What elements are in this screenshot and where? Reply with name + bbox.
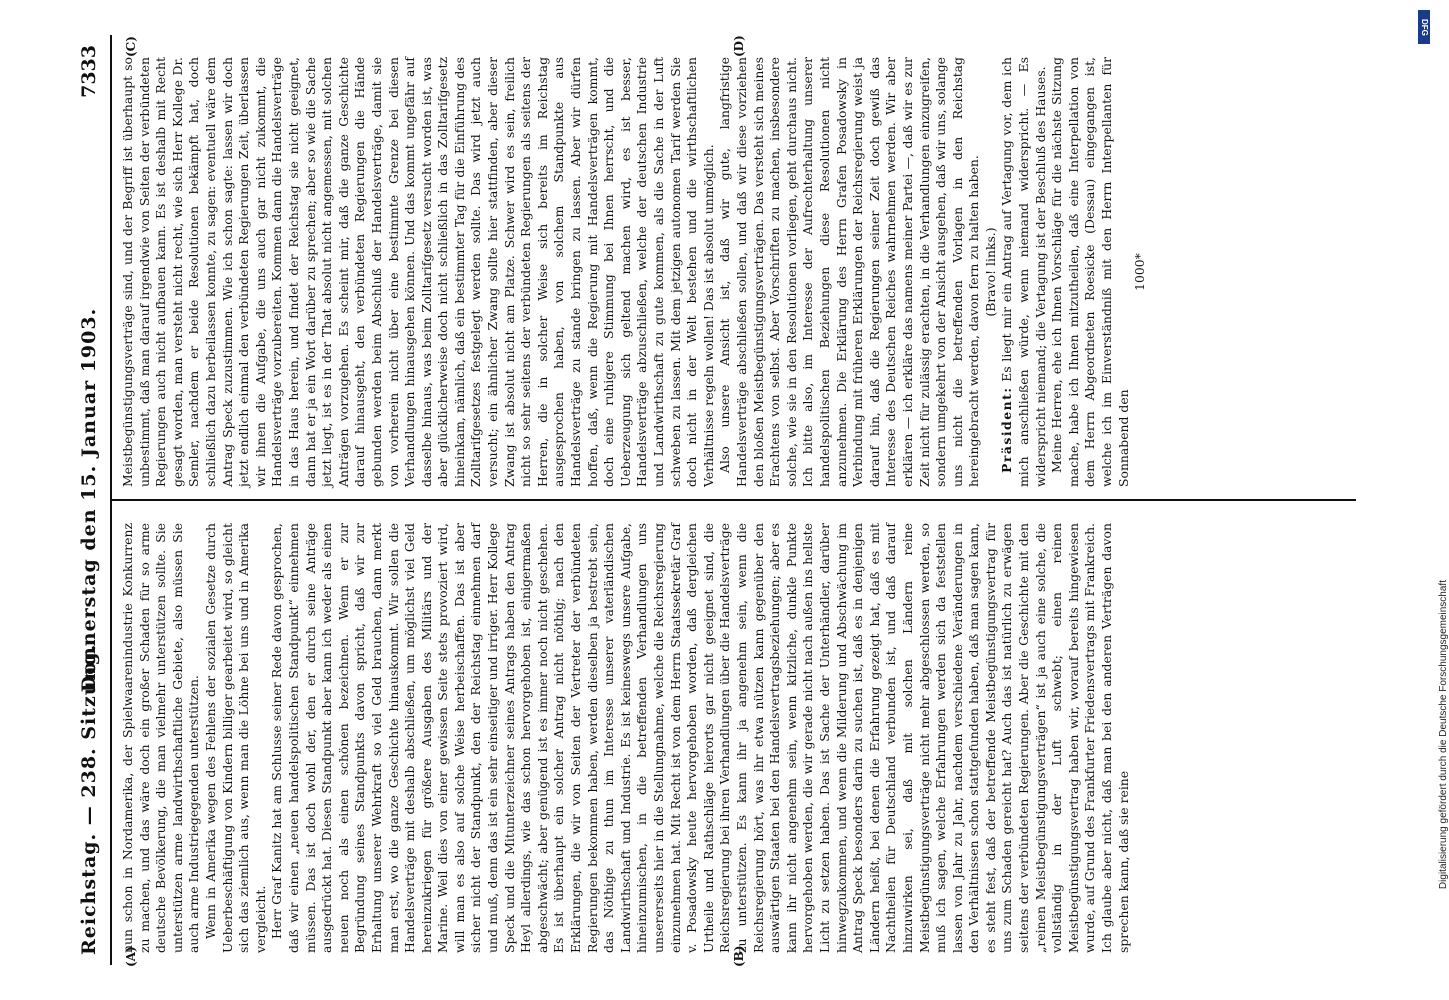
marker-d: (D) — [732, 35, 746, 57]
dfg-logo: DFG — [1418, 10, 1430, 44]
applause: (Bravo! links.) — [982, 227, 998, 317]
header-left: Reichstag. — 238. Sitzung. — [78, 643, 100, 955]
right-column — [120, 57, 1356, 487]
left-column — [120, 523, 1356, 953]
header-date: Donnerstag den 15. Januar 1903. — [78, 307, 100, 693]
marker-b: (B) — [732, 945, 746, 967]
column-rule — [112, 499, 1356, 501]
marker-a: (A) — [124, 946, 138, 967]
page-number: 7333 — [78, 45, 100, 98]
marker-c: (C) — [124, 36, 138, 57]
closing-paragraph: Meine Herren, ehe ich Ihnen Vorschläge für die nächste Sitzung mache, habe ich Ihnen mitzutheilen, daß eine Interpellation von dem Herrn Abgeordneten Roesicke (Dessau) eingegangen ist, welche ich im Einverständniß mit den Herrn Interpellanten für Sonnabend den — [1049, 57, 1131, 487]
left-paragraph-2: Wenn in Amerika wegen des Fehlens der sozialen Gesetze durch Ueberbeschäftigung von Kindern billiger gearbeitet wird, so gleicht sich das ziemlich aus, wenn man die Löhne bei uns und in Amerika vergleicht. — [202, 523, 268, 953]
right-paragraph-2: Also unsere Ansicht ist, daß wir gute, langfristige Handelsverträge abschließen sollen, und daß wir diese vorziehen den bloßen Meistbegünstigungsverträgen. Das versteht sich meines Erachtens von selbst. Aber Vorschriften zu machen, insbesondere solche, wie sie in den Resolutionen vorliegen, geht durchaus nicht. Ich bitte also, im Interesse der Aufrechterhaltung unserer handelspolitischen Beziehungen diese Resolutionen nicht anzunehmen. Die Erklärung des Herrn Grafen Posadowsky in Verbindung mit früheren Erklärungen der Reichsregierung weist ja darauf hin, daß die Regierungen seiner Zeit doch gewiß das Interesse des Deutschen Reiches wahrnehmen werden. Wir aber erklären — ich erkläre das namens meiner Partei —, daß wir es zur Zeit nicht für zulässig erachten, in die Verhandlungen einzugreifen, sondern umgekehrt von der Ansicht ausgehen, daß wir uns, solange uns nicht die betreffenden Vorlagen in den Reichstag hereingebracht werden, davon fern zu halten haben. — [717, 57, 982, 487]
newspaper-page — [72, 35, 1362, 965]
president-statement — [999, 57, 1049, 487]
left-paragraph-1: nun schon in Nordamerika, der Spielwaarenindustrie Konkurrenz zu machen, und das wäre doch ein großer Schaden für so arme deutsche Bevölkerung, die man vielmehr unterstützen sollte. Sie unterstützen arme landwirthschaftliche Gebiete, also müssen Sie auch arme Industriegegenden unterstützen. — [120, 523, 202, 953]
president-label: Präsident: — [999, 386, 1015, 473]
president-text: Es liegt mir ein Antrag auf Vertagung vor, dem ich mich anschließen würde, wenn niemand widerspricht. — Es widerspricht niemand; die Vertagung ist der Beschluß des Hauses. — [999, 57, 1048, 487]
credit-text: Digitalisierung gefördert durch die Deutsche Forschungsgemeinschaft — [1438, 580, 1449, 890]
left-paragraph-3: Herr Graf Kanitz hat am Schlusse seiner Rede davon gesprochen, daß wir einen „neuen handelspolitischen Standpunkt“ einnehmen müssen. Das ist doch wohl der, den er durch seine Anträge ausgedrückt hat. Diesen Standpunkt aber kann ich weder als einen neuen noch als einen schönen bezeichnen. Wenn er zur Begründung seines Standpunkts davon spricht, daß wir zur Erhaltung unserer Wehrkraft so viel Geld brauchen, dann merkt man erst, wo die ganze Geschichte hinauskommt. Wir sollen die Handelsverträge mit deshalb abschließen, um möglichst viel Geld hereinzukriegen für größere Ausgaben des Militärs und der Marine. Weil dies von einer gewissen Seite stets provoziert wird, will man es also auf solche Weise herbeischaffen. Das ist aber sicher nicht der Standpunkt, den der Reichstag einnehmen darf und muß, denn das ist ein sehr einseitiger und irriger. Herr Kollege Speck und die Mitunterzeichner seines Antrags haben den Antrag Heyl allerdings, wie das schon hervorgehoben ist, einigermaßen abgeschwächt; aber genügend ist es immer noch nicht geschehen. Es ist überhaupt ein solcher Antrag nicht nöthig; nach den Erklärungen, die wir von Seiten der Vertreter der verbündeten Regierungen bekommen haben, werden dieselben ja bestrebt sein, das Nöthige zu thun im Interesse unserer vaterländischen Landwirthschaft und Industrie. Es ist keineswegs unsere Aufgabe, hineinzumischen, in die betreffenden Verhandlungen uns unsererseits hier in die Stellungnahme, welche die Reichsregierung einzunehmen hat. Mit Recht ist von dem Herrn Staatssekretär Graf v. Posadowsky heute hervorgehoben worden, daß dergleichen Urtheile und Rathschläge hierorts gar nicht geeignet sind, die Reichsregierung bei ihren Verhandlungen über die Handelsverträge zu unterstützen. Es kann ihr ja angenehm sein, wenn die Reichsregierung hört, was ihr etwa nützen kann gegenüber den auswärtigen Staaten bei den Handelsvertragsbeziehungen; aber es kann ihr nicht angenehm sein, wenn kitzliche, dunkle Punkte hervorgehoben werden, die wir gerade nicht nach außen ins hellste Licht zu setzen haben. Das ist Sache der Unterhändler, darüber hinwegzukommen, und wenn die Milderung und Abschwächung im Antrag Speck besonders darin zu suchen ist, daß es in denjenigen Ländern heißt, bei denen die Erfahrung gezeigt hat, daß es mit Nachtheilen für Deutschland verbunden ist, und daß darauf hinzuwirken sei, daß mit solchen Ländern reine Meistbegünstigungsverträge nicht mehr abgeschlossen werden, so muß ich sagen, welche Erfahrungen werden sich da feststellen lassen von Jahr zu Jahr, nachdem verschiedene Veränderungen in den Verhältnissen schon stattgefunden haben, daß man sagen kann, es steht fest, daß der betreffende Meistbegünstigungsvertrag für uns zum Schaden gereicht hat? Auch das ist natürlich zu erwägen seitens der verbündeten Regierungen. Aber die Geschichte mit den „reinen Meistbegünstigungsverträgen“ ist ja auch eine solche, die vollständig in der Luft schwebt; einen reinen Meistbegünstigungsvertrag haben wir, worauf bereits hingewiesen wurde, auf Grund des Frankfurter Friedensvertrags mit Frankreich. Ich glaube aber nicht, daß man bei den anderen Verträgen davon sprechen kann, daß sie reine — [269, 523, 1131, 953]
footer-mark: 1000* — [1132, 253, 1148, 291]
page-header — [72, 35, 112, 965]
digitization-credit — [1416, 0, 1449, 1000]
right-paragraph-1: Meistbegünstigungsverträge sind, und der Begriff ist überhaupt so unbestimmt, daß man darauf irgendwie von Seiten der verbündeten Regierungen auch nicht aufbauen kann. Es ist deshalb mit Recht gesagt worden, man versteht nicht recht, wie sich Herr Kollege Dr. Semler, nachdem er beide Resolutionen bekämpft hat, doch schließlich dazu herbeilassen konnte, zu sagen: eventuell wäre dem Antrag Speck zuzustimmen. Wie ich schon sagte: lassen wir doch jetzt endlich einmal den verbündeten Regierungen Zeit, überlassen wir ihnen die Aufgabe, die uns auch gar nicht zukommt, die Handelsverträge vorzubereiten. Kommen dann die Handelsverträge in das Haus herein, und findet der Reichstag sie nicht geeignet, dann hat er ja ein Wort darüber zu sprechen; aber so wie die Sache jetzt liegt, ist es in der That absolut nicht angemessen, mit solchen Anträgen vorzugehen. Es scheint mir, daß die ganze Geschichte darauf hinausgeht, den verbündeten Regierungen die Hände gebunden werden beim Abschluß der Handelsverträge, damit sie von vorherein nicht über eine bestimmte Grenze bei diesen Verhandlungen hinausgehen können. Und das kommt ungefähr auf dasselbe hinaus, was beim Zolltarifgesetz versucht worden ist, was aber glücklicherweise doch nicht schließlich in das Zolltarifgesetz hineinkam, nämlich, daß ein bestimmter Tag für die Einführung des Zolltarifgesetzes festgelegt werden sollte. Das wird jetzt auch versucht; ein ähnlicher Zwang sollte hier stattfinden, aber dieser Zwang ist absolut nicht am Platze. Schwer wird es sein, freilich nicht so sehr seitens der verbündeten Regierungen als seitens der Herren, die in solcher Weise sich bereits im Reichstag ausgesprochen haben, von solchem Standpunkte aus Handelsverträge zu stande bringen zu lassen. Aber wir dürfen hoffen, daß, wenn die Regierung mit Handelsverträgen kommt, doch eine ruhigere Stimmung bei Ihnen herrscht, und die Ueberzeugung sich geltend machen wird, es ist besser, Handelsverträge abzuschließen, welche der deutschen Industrie und Landwirthschaft zu gute kommen, als die Sache in der Luft schweben zu lassen. Mit dem jetzigen autonomen Tarif werden Sie doch nicht in der Welt bestehen und die wirthschaftlichen Verhältnisse regeln wollen! Das ist absolut unmöglich. — [120, 57, 716, 487]
